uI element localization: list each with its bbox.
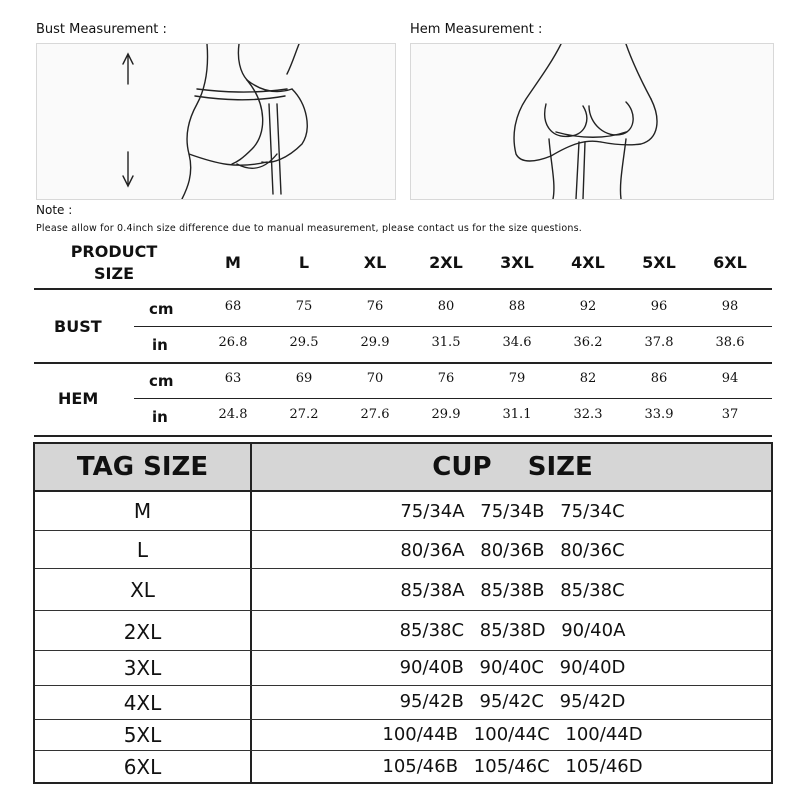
bust-cm-value: 88: [508, 299, 526, 314]
cup-size-header: CUP SIZE: [432, 452, 593, 482]
table-row: [35, 531, 771, 569]
bust-in-value: 29.9: [360, 335, 390, 350]
bust-in-value: 29.5: [289, 335, 319, 350]
size-header: 3XL: [500, 253, 534, 272]
hem-group-label: HEM: [58, 389, 99, 408]
bust-cm-value: 98: [721, 299, 739, 314]
cup-size-cell: 85/38A 85/38B 85/38C: [400, 580, 625, 601]
tag-size-cell: 2XL: [123, 620, 162, 644]
bust-cm-value: 92: [579, 299, 597, 314]
hem-in-value: 27.2: [289, 407, 319, 422]
hem-in-value: 37: [721, 407, 739, 422]
bust-in-value: 31.5: [431, 335, 461, 350]
unit-label: in: [152, 408, 168, 426]
bust-figure-icon: [37, 44, 395, 199]
hem-in-value: 24.8: [218, 407, 248, 422]
table-row: [35, 720, 771, 751]
size-header: XL: [363, 253, 387, 272]
product-size-header-line1: PRODUCT: [70, 242, 158, 261]
note-text: Please allow for 0.4inch size difference due to manual measurement, please contact us for the size questions.: [36, 223, 583, 234]
tag-size-cell: 4XL: [123, 691, 162, 715]
divider: [34, 435, 772, 437]
cup-size-cell: 100/44B 100/44C 100/44D: [382, 724, 643, 745]
hem-cm-value: 70: [366, 371, 384, 386]
hem-in-value: 31.1: [502, 407, 532, 422]
cup-size-cell: 75/34A 75/34B 75/34C: [400, 501, 625, 522]
table-row: [35, 651, 771, 686]
tag-size-cell: XL: [130, 578, 155, 602]
unit-label: in: [152, 336, 168, 354]
cup-size-cell: 80/36A 80/36B 80/36C: [400, 540, 625, 561]
bust-cm-value: 75: [295, 299, 313, 314]
hem-cm-value: 63: [224, 371, 242, 386]
bust-cm-value: 80: [437, 299, 455, 314]
hem-in-value: 32.3: [573, 407, 603, 422]
divider: [34, 288, 772, 290]
hem-in-value: 27.6: [360, 407, 390, 422]
cup-size-cell: 105/46B 105/46C 105/46D: [382, 756, 643, 777]
hem-measurement-illustration: [410, 43, 774, 200]
divider: [134, 326, 772, 327]
bust-cm-value: 76: [366, 299, 384, 314]
tag-size-cell: 5XL: [123, 723, 162, 747]
bust-cm-value: 96: [650, 299, 668, 314]
size-header: 4XL: [571, 253, 605, 272]
divider: [34, 362, 772, 364]
tag-size-cell: 3XL: [123, 656, 162, 680]
product-size-header-line2: SIZE: [93, 264, 134, 283]
tag-table-header: [35, 444, 771, 492]
hem-cm-value: 94: [721, 371, 739, 386]
unit-label: cm: [149, 300, 174, 318]
size-header: 5XL: [642, 253, 676, 272]
hem-cm-value: 86: [650, 371, 668, 386]
table-row: [35, 686, 771, 720]
bust-in-value: 37.8: [644, 335, 674, 350]
cup-size-cell: 85/38C 85/38D 90/40A: [399, 620, 626, 641]
size-header: L: [298, 253, 310, 272]
table-row: [35, 611, 771, 651]
divider: [134, 398, 772, 399]
cup-size-cell: 95/42B 95/42C 95/42D: [399, 691, 626, 712]
bust-measurement-illustration: [36, 43, 396, 200]
tag-size-cell: 6XL: [123, 755, 162, 779]
hem-figure-icon: [411, 44, 773, 199]
tag-size-table: [33, 442, 773, 784]
hem-in-value: 33.9: [644, 407, 674, 422]
hem-measurement-title: Hem Measurement :: [410, 22, 543, 37]
table-row: [35, 569, 771, 611]
bust-in-value: 34.6: [502, 335, 532, 350]
table-row: [35, 492, 771, 531]
hem-cm-value: 82: [579, 371, 597, 386]
table-row: [35, 751, 771, 782]
note-label: Note :: [36, 203, 73, 217]
hem-cm-value: 76: [437, 371, 455, 386]
tag-size-cell: L: [136, 538, 149, 562]
bust-cm-value: 68: [224, 299, 242, 314]
tag-size-header: TAG SIZE: [76, 452, 209, 482]
tag-size-cell: M: [133, 499, 152, 523]
bust-in-value: 38.6: [715, 335, 745, 350]
cup-size-cell: 90/40B 90/40C 90/40D: [399, 657, 626, 678]
hem-cm-value: 79: [508, 371, 526, 386]
bust-group-label: BUST: [54, 317, 102, 336]
hem-in-value: 29.9: [431, 407, 461, 422]
size-header: 2XL: [429, 253, 463, 272]
size-header: 6XL: [713, 253, 747, 272]
unit-label: cm: [149, 372, 174, 390]
bust-in-value: 36.2: [573, 335, 603, 350]
hem-cm-value: 69: [295, 371, 313, 386]
bust-measurement-title: Bust Measurement :: [36, 22, 167, 37]
size-header: M: [225, 253, 241, 272]
bust-in-value: 26.8: [218, 335, 248, 350]
